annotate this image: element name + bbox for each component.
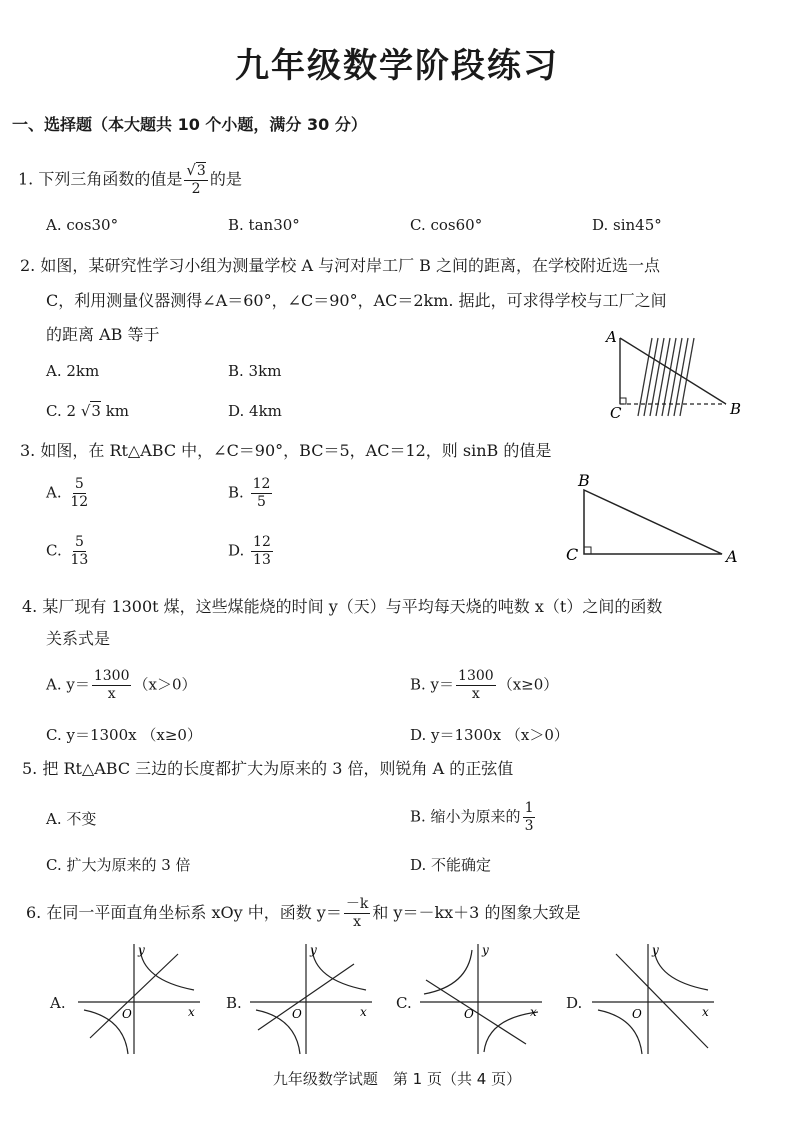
right-triangle-figure bbox=[562, 472, 742, 564]
origin-label: O bbox=[632, 1007, 642, 1021]
q1-option-c[interactable]: C. cos60° bbox=[410, 216, 483, 234]
origin-label: O bbox=[122, 1007, 132, 1021]
q3-option-c[interactable] bbox=[46, 534, 92, 569]
fraction-denominator: 12 bbox=[70, 494, 89, 510]
label-b: B bbox=[730, 400, 742, 418]
question-2-line-1: 2. 如图，某研究性学习小组为测量学校 A 与河对岸工厂 B 之间的距离，在学校附近选一点 bbox=[20, 256, 661, 275]
fraction-denominator: x bbox=[471, 686, 480, 702]
y-label: y bbox=[652, 943, 659, 957]
question-1-stem bbox=[18, 162, 242, 198]
y-label: y bbox=[482, 943, 489, 957]
section-heading: 一、选择题（本大题共 10 个小题，满分 30 分） bbox=[12, 115, 367, 134]
question-6-stem bbox=[26, 896, 580, 931]
triangle-abc bbox=[584, 490, 722, 554]
fraction-denominator: x bbox=[107, 686, 116, 702]
q4-option-b[interactable] bbox=[410, 668, 558, 703]
option-label: A. bbox=[46, 483, 62, 502]
option-c-coefficient: C. 2 bbox=[46, 402, 77, 420]
origin-label: O bbox=[292, 1007, 302, 1021]
fraction-numerator: 12 bbox=[252, 476, 271, 492]
q4-option-d[interactable]: D. y＝1300x （x＞0） bbox=[410, 726, 569, 744]
option-label: D. bbox=[228, 541, 245, 560]
fraction-denominator: 5 bbox=[257, 494, 266, 510]
q1-option-b[interactable]: B. tan30° bbox=[228, 216, 300, 234]
x-label: x bbox=[530, 1005, 537, 1019]
y-label: y bbox=[310, 943, 317, 957]
fraction-numerator: 1300 bbox=[93, 668, 130, 684]
page-title: 九年级数学阶段练习 bbox=[235, 46, 559, 86]
fraction-denominator: 2 bbox=[191, 181, 201, 197]
origin-label: O bbox=[464, 1007, 474, 1021]
q3-option-b[interactable] bbox=[228, 476, 274, 511]
hyperbola-branch-1 bbox=[140, 948, 194, 990]
fraction-numerator: 12 bbox=[253, 534, 271, 550]
graph-a[interactable] bbox=[76, 940, 206, 1060]
q2-option-a[interactable]: A. 2km bbox=[46, 362, 100, 380]
river-triangle-figure bbox=[596, 324, 746, 420]
question-4-line-2: 关系式是 bbox=[46, 629, 111, 648]
option-c-unit: km bbox=[105, 402, 130, 420]
question-6-suffix: 和 y＝－kx＋3 的图象大致是 bbox=[372, 903, 581, 922]
fraction-denominator: 3 bbox=[524, 818, 534, 834]
question-1-prefix: 1. 下列三角函数的值是 bbox=[18, 169, 183, 189]
x-label: x bbox=[702, 1005, 709, 1019]
q2-option-d[interactable]: D. 4km bbox=[228, 402, 282, 420]
label-b: B bbox=[578, 471, 590, 490]
label-a: A bbox=[726, 547, 738, 566]
question-6-prefix: 6. 在同一平面直角坐标系 xOy 中，函数 y＝ bbox=[26, 903, 342, 922]
hyperbola-branch-1 bbox=[654, 948, 708, 990]
fraction-denominator: 13 bbox=[70, 552, 89, 568]
q4-option-a[interactable] bbox=[46, 668, 197, 703]
label-a: A bbox=[606, 328, 617, 346]
graph-b[interactable] bbox=[248, 940, 378, 1060]
sqrt3-over-2-fraction: $\frac{√3}{2}$ bbox=[186, 161, 206, 197]
side-ab bbox=[620, 338, 726, 404]
q4-option-c[interactable]: C. y＝1300x （x≥0） bbox=[46, 726, 202, 744]
hyperbola-branch-2 bbox=[424, 950, 472, 994]
page-footer: 九年级数学试题 第 1 页（共 4 页） bbox=[272, 1070, 522, 1088]
fraction-denominator: 13 bbox=[253, 552, 271, 568]
linear-graph bbox=[426, 980, 526, 1044]
fraction-numerator: －k bbox=[345, 896, 369, 912]
fraction-numerator: 1 bbox=[524, 800, 534, 816]
q1-option-d[interactable]: D. sin45° bbox=[592, 216, 662, 234]
q5-option-c[interactable]: C. 扩大为原来的 3 倍 bbox=[46, 856, 191, 874]
q2-option-b[interactable]: B. 3km bbox=[228, 362, 282, 380]
label-c: C bbox=[566, 545, 579, 564]
q6-option-c-label[interactable]: C. bbox=[396, 994, 412, 1012]
option-prefix: A. y＝ bbox=[46, 675, 90, 694]
right-angle-mark bbox=[584, 547, 591, 554]
q3-option-d[interactable] bbox=[228, 534, 275, 569]
option-c-radicand: 3 bbox=[91, 402, 101, 420]
q1-option-a[interactable]: A. cos30° bbox=[46, 216, 119, 234]
question-3-stem: 3. 如图，在 Rt△ABC 中，∠C＝90°，BC＝5，AC＝12，则 sinB 的值是 bbox=[20, 441, 552, 460]
question-2-line-2: C，利用测量仪器测得∠A＝60°，∠C＝90°，AC＝2km. 据此，可求得学校与工厂之间 bbox=[46, 291, 667, 310]
graph-c[interactable] bbox=[418, 940, 548, 1060]
hyperbola-branch-1 bbox=[312, 948, 366, 990]
fraction-numerator: 3 bbox=[196, 163, 206, 179]
q5-option-b[interactable] bbox=[410, 800, 537, 835]
q6-option-b-label[interactable]: B. bbox=[226, 994, 242, 1012]
option-prefix: B. y＝ bbox=[410, 675, 455, 694]
question-2-line-3: 的距离 AB 等于 bbox=[46, 325, 160, 344]
q5-option-a[interactable]: A. 不变 bbox=[46, 810, 97, 828]
option-condition: （x≥0） bbox=[497, 675, 559, 694]
q5-option-d[interactable]: D. 不能确定 bbox=[410, 856, 492, 874]
q3-option-a[interactable] bbox=[46, 476, 92, 511]
label-c: C bbox=[610, 404, 622, 422]
question-1-suffix: 的是 bbox=[209, 169, 242, 189]
q6-option-d-label[interactable]: D. bbox=[566, 994, 583, 1012]
fraction-numerator: 5 bbox=[74, 476, 84, 492]
q2-option-c[interactable]: C. 2 √3 km bbox=[46, 402, 130, 420]
q6-option-a-label[interactable]: A. bbox=[50, 994, 66, 1012]
question-4-line-1: 4. 某厂现有 1300t 煤，这些煤能烧的时间 y（天）与平均每天烧的吨数 x（t）之间的函数 bbox=[22, 597, 663, 616]
option-condition: （x＞0） bbox=[133, 675, 197, 694]
question-5-stem: 5. 把 Rt△ABC 三边的长度都扩大为原来的 3 倍，则锐角 A 的正弦值 bbox=[22, 759, 514, 778]
fraction-numerator: 1300 bbox=[458, 668, 494, 684]
graph-d[interactable] bbox=[590, 940, 720, 1060]
y-label: y bbox=[138, 943, 145, 957]
option-label: B. bbox=[228, 483, 244, 502]
option-prefix: B. 缩小为原来的 bbox=[410, 807, 521, 826]
option-label: C. bbox=[46, 541, 62, 560]
x-label: x bbox=[188, 1005, 195, 1019]
x-label: x bbox=[360, 1005, 367, 1019]
fraction-numerator: 5 bbox=[74, 534, 84, 550]
fraction-denominator: x bbox=[353, 914, 362, 930]
